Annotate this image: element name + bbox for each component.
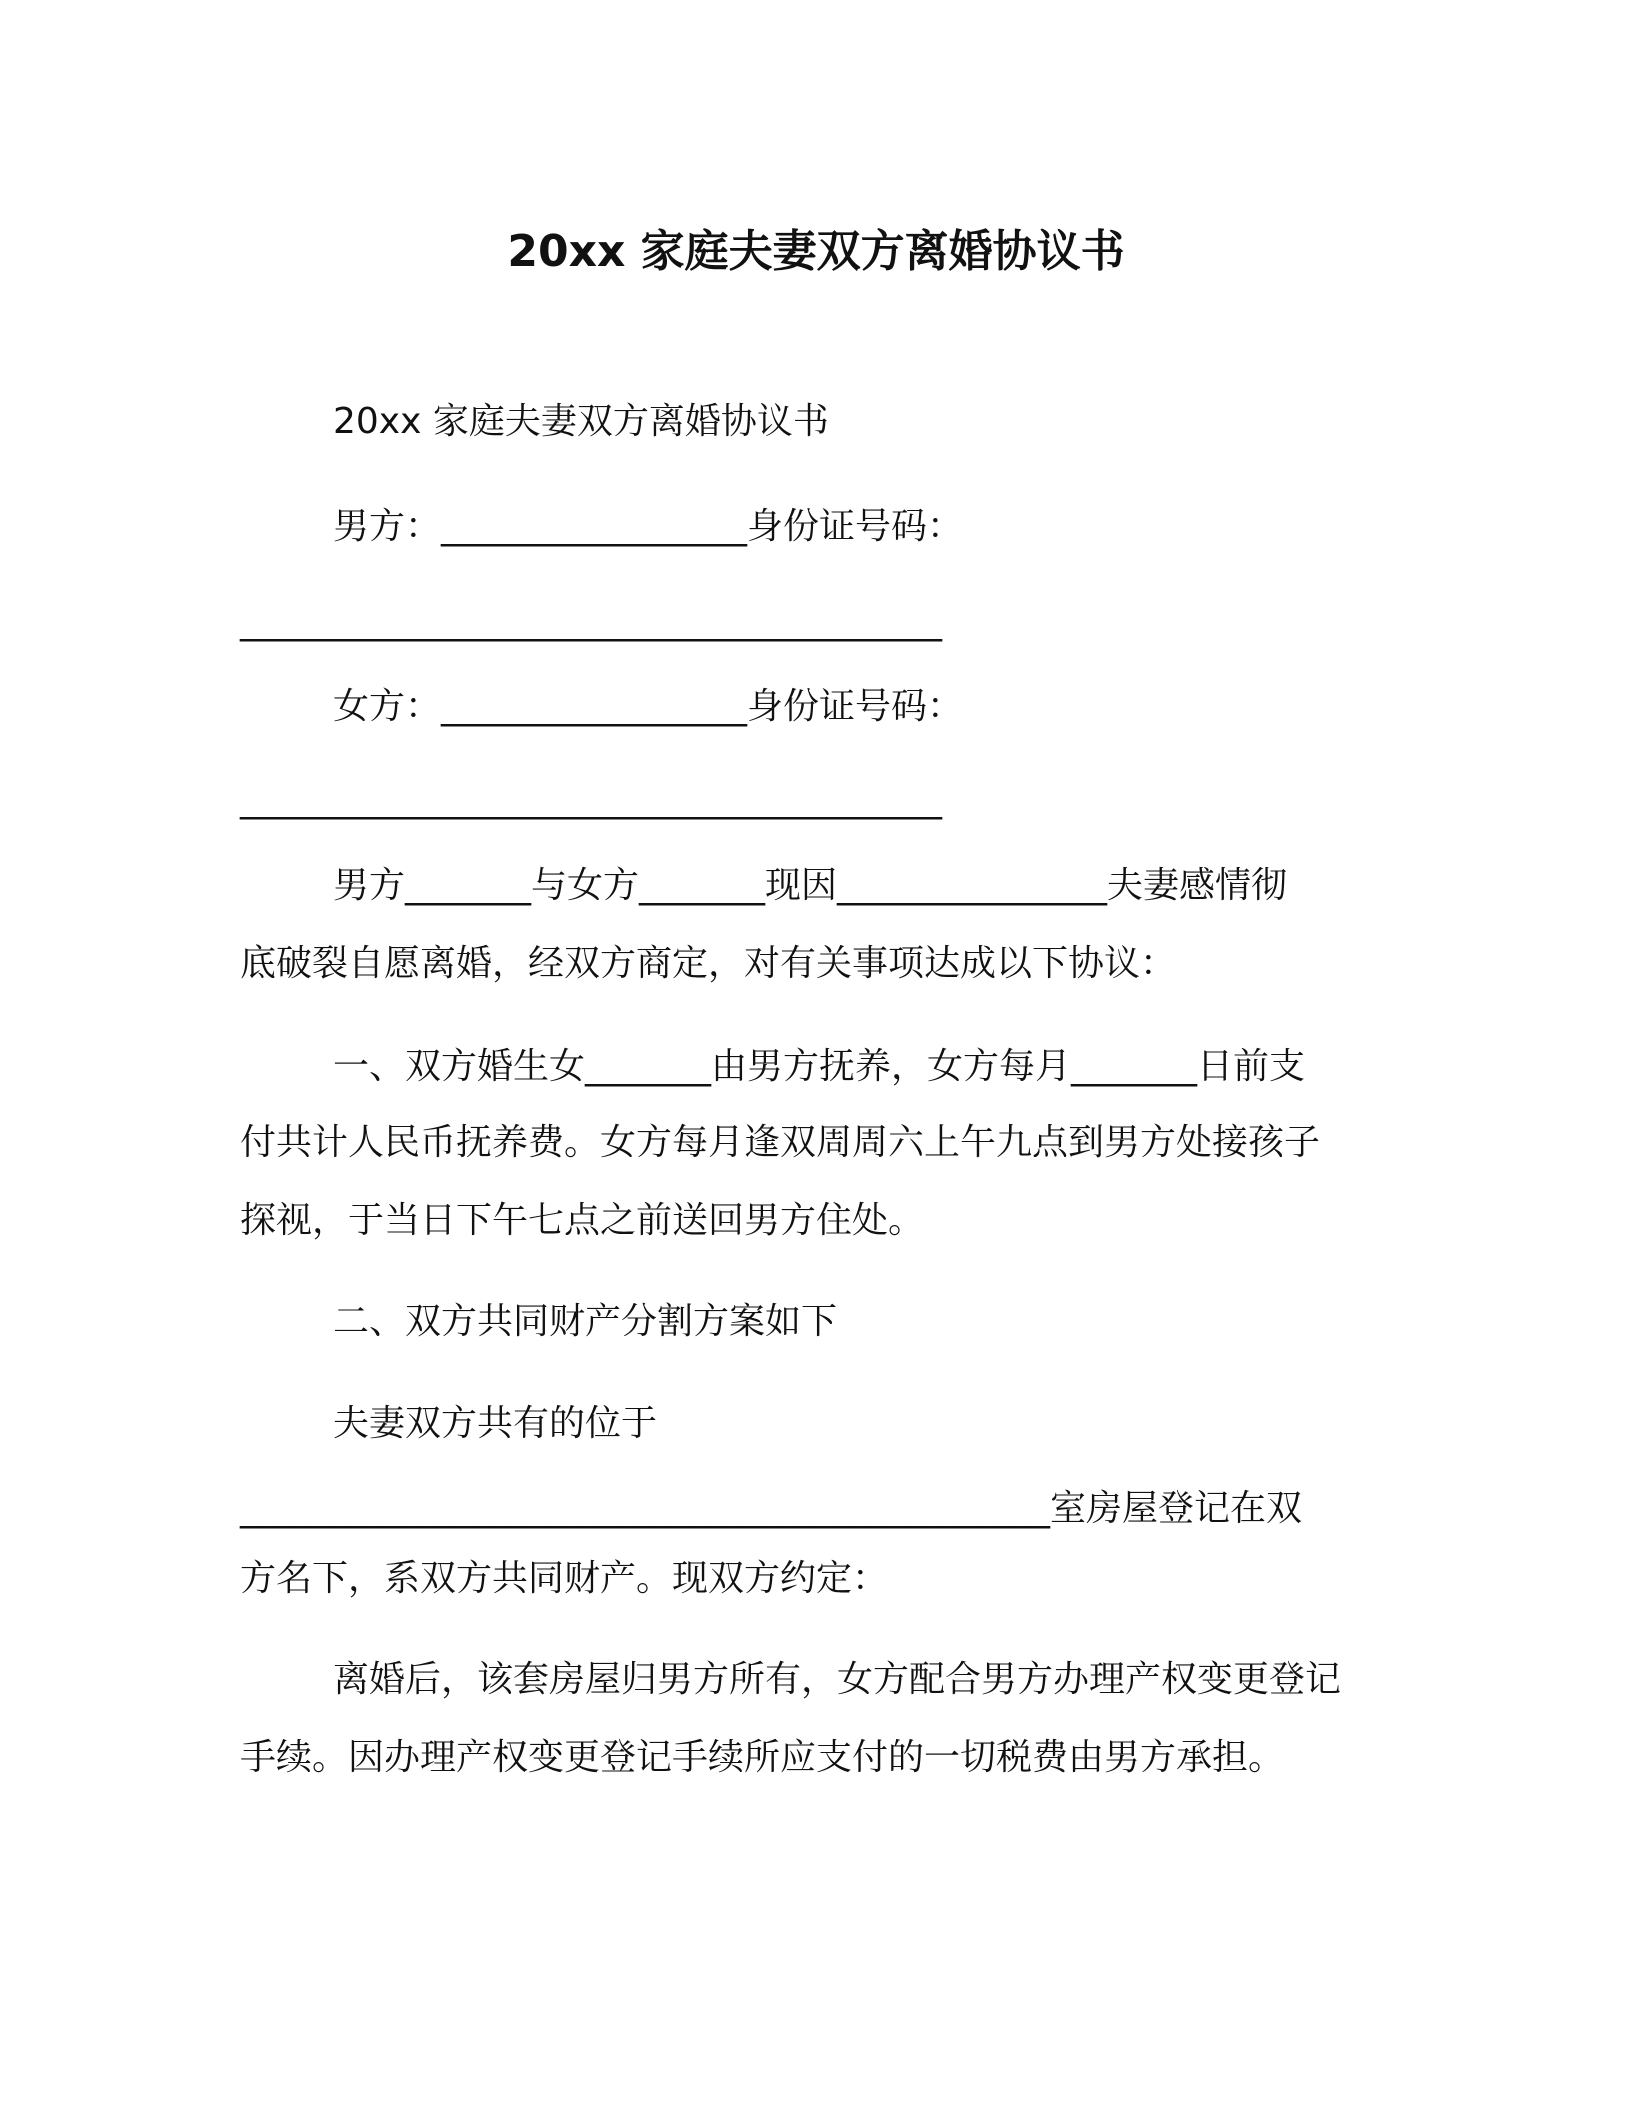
paragraph-line: 手续。因办理产权变更登记手续所应支付的一切税费由男方承担。 (240, 1737, 1285, 1778)
paragraph-line: _____________________________________________室房屋登记在双 (240, 1488, 1303, 1529)
blank-line: _______________________________________ (240, 779, 942, 820)
document-title: 20xx 家庭夫妻双方离婚协议书 (507, 226, 1125, 277)
paragraph-line: 20xx 家庭夫妻双方离婚协议书 (333, 401, 829, 442)
paragraph-line: 一、双方婚生女_______由男方抚养，女方每月_______日前支 (333, 1046, 1306, 1087)
paragraph-line: 底破裂自愿离婚，经双方商定，对有关事项达成以下协议： (240, 943, 1177, 984)
paragraph-line: 女方：_________________身份证号码： (333, 686, 964, 727)
paragraph-line: 方名下，系双方共同财产。现双方约定： (240, 1558, 889, 1599)
paragraph-line: 男方：_________________身份证号码： (333, 506, 964, 547)
blank-line: _______________________________________ (240, 601, 942, 642)
paragraph-line: 离婚后，该套房屋归男方所有，女方配合男方办理产权变更登记 (333, 1659, 1342, 1700)
paragraph-line: 探视，于当日下午七点之前送回男方住处。 (240, 1200, 925, 1241)
paragraph-line: 夫妻双方共有的位于 (333, 1403, 658, 1444)
paragraph-line: 付共计人民币抚养费。女方每月逢双周周六上午九点到男方处接孩子 (240, 1122, 1321, 1163)
paragraph-line: 二、双方共同财产分割方案如下 (333, 1301, 838, 1342)
paragraph-line: 男方_______与女方_______现因_______________夫妻感情彻 (333, 865, 1288, 906)
